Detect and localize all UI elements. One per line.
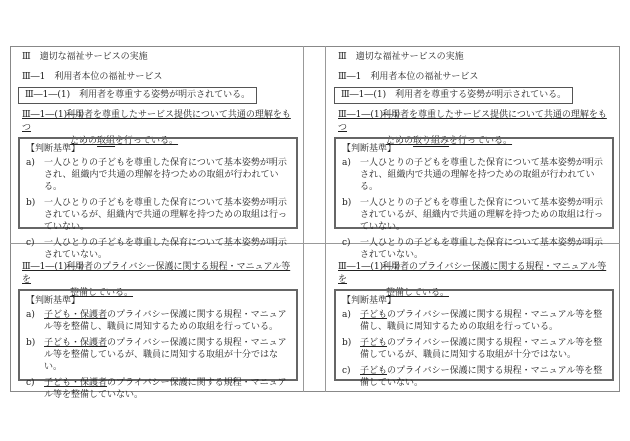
- criteria-key: a): [342, 158, 351, 168]
- subsection-title: Ⅲ―1 利用者本位の福祉サービス: [338, 72, 479, 82]
- criteria-label: 【判断基準】: [26, 144, 81, 154]
- criteria-item: [342, 197, 606, 233]
- judgement-criteria-box: [18, 289, 298, 400]
- heading-emphasis: 取り組み: [413, 136, 450, 146]
- criteria-emphasis: 子ども: [360, 366, 388, 376]
- criteria-key: a): [342, 310, 351, 320]
- criteria-key: c): [342, 238, 351, 248]
- criteria-key: c): [342, 366, 351, 376]
- item-box: Ⅲ―1―(1) 利用者を尊重する姿勢が明示されている。: [18, 87, 257, 104]
- heading-number: Ⅲ―1―(1)―②: [338, 262, 401, 272]
- criteria-item: [342, 309, 606, 333]
- column-divider: [303, 46, 304, 392]
- heading-line-2: 整備している。: [386, 288, 450, 298]
- criteria-emphasis: 子ども: [360, 338, 388, 348]
- criteria-text: 一人ひとりの子どもを尊重した保育について基本姿勢が明示されていない。: [44, 238, 287, 260]
- criteria-key: a): [26, 310, 35, 320]
- item-box: Ⅲ―1―(1) 利用者を尊重する姿勢が明示されている。: [334, 87, 573, 104]
- criteria-text: のプライバシー保護に関する規程・マニュアル等を整備し、職員に周知するための取組を行っている。: [44, 310, 287, 332]
- panel-top-right: [326, 46, 608, 260]
- criteria-text: のプライバシー保護に関する規程・マニュアル等を整備していない。: [360, 366, 603, 388]
- subsection-title: Ⅲ―1 利用者本位の福祉サービス: [22, 72, 163, 82]
- criteria-text: 一人ひとりの子どもを尊重した保育について基本姿勢が明示され、組織内で共通の理解を持つための取組が行われている。: [360, 158, 603, 192]
- judgement-criteria-box: [334, 137, 614, 260]
- criteria-key: c): [26, 378, 35, 388]
- heading-line-1: 利用者を尊重したサービス提供について共通の理解をもつ: [338, 110, 607, 133]
- criteria-text: 一人ひとりの子どもを尊重した保育について基本姿勢が明示されているが、組織内で共通の理解を持つための取組は行っていない。: [360, 198, 604, 232]
- heading-number: Ⅲ―1―(1)―①: [22, 110, 85, 120]
- criteria-key: b): [26, 338, 36, 348]
- section-title: Ⅲ 適切な福祉サービスの実施: [22, 52, 148, 62]
- criteria-item: [26, 157, 290, 193]
- criteria-key: b): [26, 198, 36, 208]
- criteria-text: のプライバシー保護に関する規程・マニュアル等を整備しているが、職員に周知する取組が十分ではない。: [360, 338, 603, 360]
- criteria-emphasis: 子ども・保護者: [44, 310, 108, 320]
- criteria-text: 一人ひとりの子どもを尊重した保育について基本姿勢が明示されているが、組織内で共通の理解を持つための取組は行っていない。: [44, 198, 288, 232]
- criteria-emphasis: 子ども・保護者: [44, 338, 108, 348]
- heading-text: を行っている。: [449, 136, 513, 146]
- heading-number: Ⅲ―1―(1)―②: [22, 262, 85, 272]
- criteria-item: [342, 157, 606, 193]
- criteria-text: のプライバシー保護に関する規程・マニュアル等を整備し、職員に周知するための取組を行っている。: [360, 310, 603, 332]
- criteria-item: [26, 197, 290, 233]
- heading-line-1: 利用者のプライバシー保護に関する規程・マニュアル等を: [22, 262, 291, 285]
- heading-text: ための: [386, 136, 414, 146]
- criteria-text: 一人ひとりの子どもを尊重した保育について基本姿勢が明示され、組織内で共通の理解を持つための取組が行われている。: [44, 158, 287, 192]
- criteria-item: [342, 365, 606, 389]
- section-title: Ⅲ 適切な福祉サービスの実施: [338, 52, 464, 62]
- heading-line-1: 利用者を尊重したサービス提供について共通の理解をもつ: [22, 110, 291, 133]
- criteria-label: 【判断基準】: [26, 296, 81, 306]
- criteria-item: [26, 377, 290, 401]
- heading-line-2: 整備している。: [70, 288, 134, 298]
- criteria-item: [26, 337, 290, 373]
- criteria-emphasis: 子ども・保護者: [44, 378, 108, 388]
- panel-top-left: [10, 46, 292, 260]
- criteria-text: のプライバシー保護に関する規程・マニュアル等を整備していない。: [44, 378, 287, 400]
- heading-emphasis: 取組: [97, 136, 116, 146]
- criteria-item: [342, 337, 606, 361]
- heading-text: ための: [70, 136, 98, 146]
- panel-bottom-right: [326, 244, 608, 392]
- criteria-key: a): [26, 158, 35, 168]
- criteria-text: 一人ひとりの子どもを尊重した保育について基本姿勢が明示されていない。: [360, 238, 603, 260]
- criteria-key: b): [342, 198, 352, 208]
- heading-number: Ⅲ―1―(1)―①: [338, 110, 401, 120]
- criteria-item: [26, 309, 290, 333]
- heading-line-1: 利用者のプライバシー保護に関する規程・マニュアル等を: [338, 262, 607, 285]
- criteria-key: c): [26, 238, 35, 248]
- panel-bottom-left: [10, 244, 292, 400]
- criteria-text: のプライバシー保護に関する規程・マニュアル等を整備しているが、職員に周知する取組が十分ではない。: [44, 338, 287, 372]
- criteria-emphasis: 子ども: [360, 310, 388, 320]
- judgement-criteria-box: [18, 137, 298, 260]
- criteria-key: b): [342, 338, 352, 348]
- criteria-label: 【判断基準】: [342, 296, 397, 306]
- heading-text: を行っている。: [115, 136, 179, 146]
- judgement-criteria-box: [334, 289, 614, 388]
- criteria-label: 【判断基準】: [342, 144, 397, 154]
